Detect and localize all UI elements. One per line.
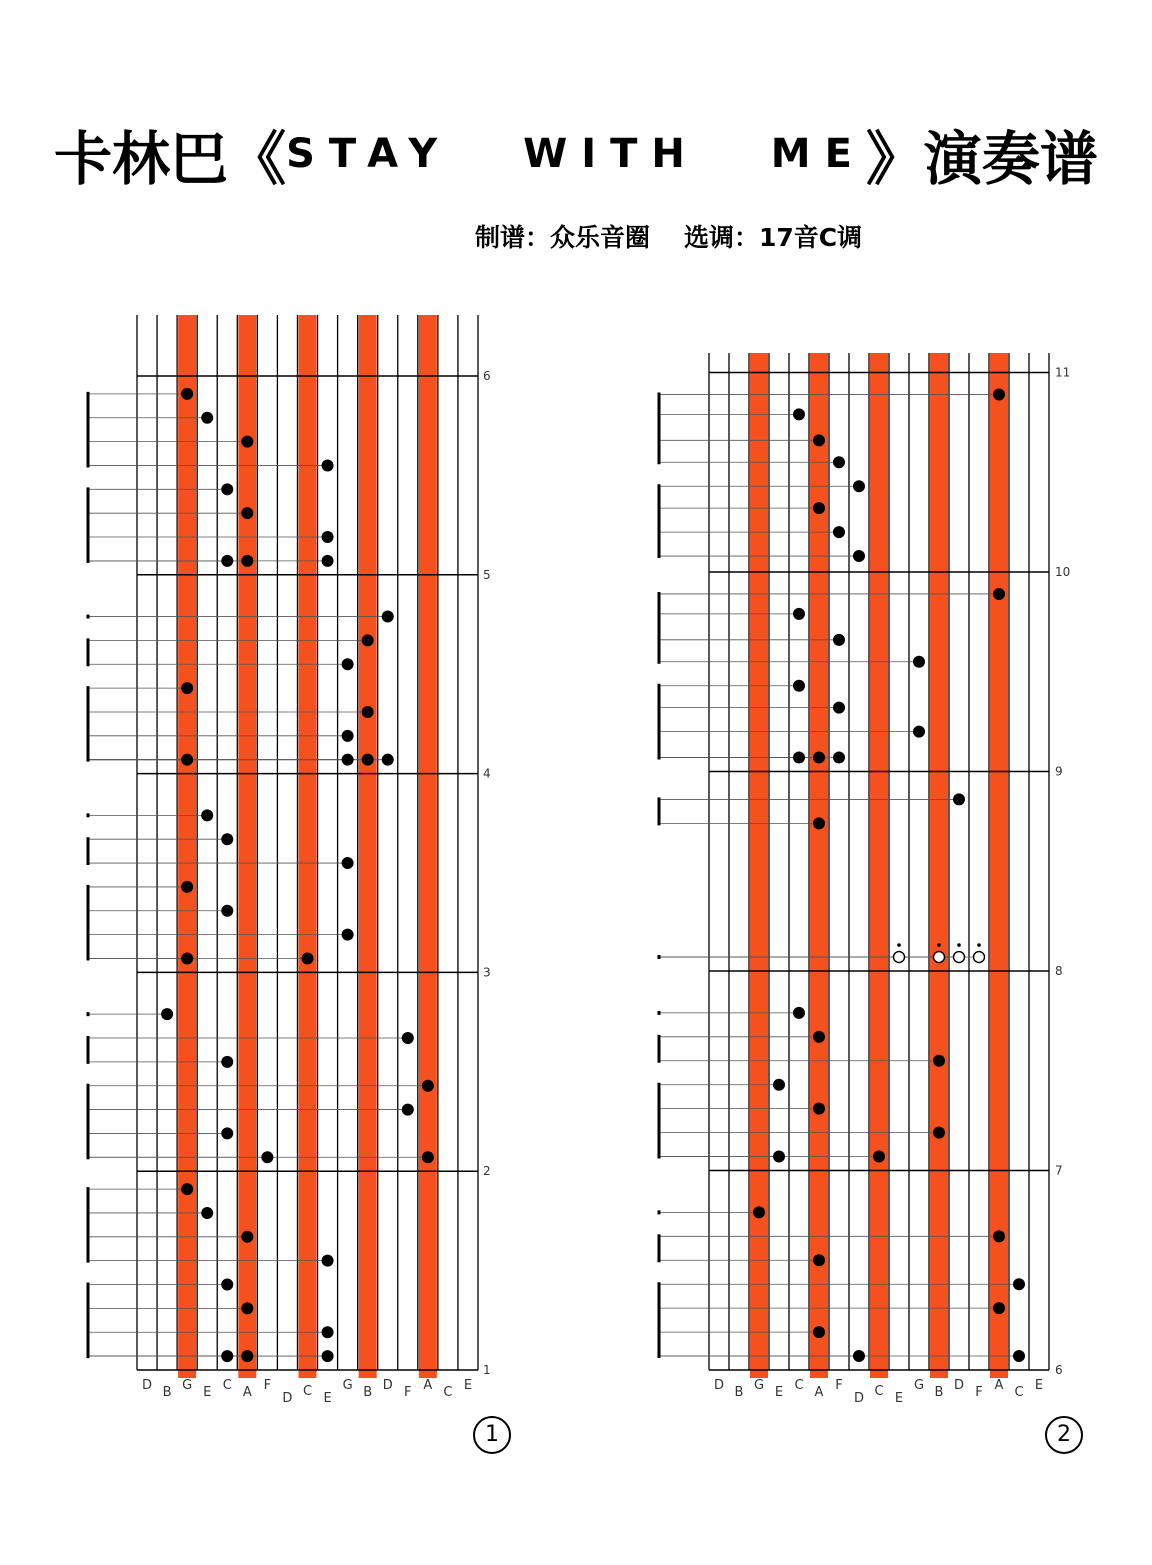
measure-label: 7 bbox=[1055, 1163, 1063, 1178]
note-dot bbox=[322, 555, 334, 567]
tine-note-name: B bbox=[934, 1385, 944, 1400]
tab-panel-1 bbox=[88, 315, 491, 1406]
note-dot bbox=[322, 1255, 334, 1267]
note-dot bbox=[993, 1230, 1005, 1242]
title-song: STAY WITH ME bbox=[286, 131, 866, 177]
tine-note-name: A bbox=[994, 1378, 1004, 1393]
tine-note-name: G bbox=[342, 1378, 353, 1393]
note-dot bbox=[261, 1151, 273, 1163]
tine-highlight bbox=[178, 315, 196, 1378]
note-dot bbox=[813, 434, 825, 446]
tine-note-name: B bbox=[363, 1385, 373, 1400]
note-dot bbox=[833, 526, 845, 538]
note-dot bbox=[181, 682, 193, 694]
note-dot bbox=[241, 1350, 253, 1362]
note-dot bbox=[913, 726, 925, 738]
tine-highlight bbox=[419, 315, 437, 1378]
note-dot bbox=[402, 1104, 414, 1116]
title-prefix: 卡林巴 bbox=[54, 125, 229, 193]
note-dot bbox=[221, 833, 233, 845]
tine-highlight bbox=[750, 353, 768, 1378]
note-dot bbox=[382, 754, 394, 766]
tine-note-name: E bbox=[323, 1391, 332, 1406]
note-dot bbox=[241, 507, 253, 519]
tine-highlight bbox=[870, 353, 888, 1378]
note-dot bbox=[953, 793, 965, 805]
octave-dot bbox=[957, 943, 961, 947]
hollow-note bbox=[934, 952, 945, 963]
measure-label: 1 bbox=[483, 1363, 491, 1377]
tab-panel-2 bbox=[659, 353, 1070, 1406]
measure-label: 8 bbox=[1055, 964, 1063, 978]
tine-note-name: E bbox=[463, 1378, 473, 1393]
note-dot bbox=[181, 388, 193, 400]
measure-label: 6 bbox=[1055, 1363, 1063, 1377]
tine-note-name: F bbox=[835, 1378, 843, 1393]
note-dot bbox=[221, 555, 233, 567]
note-dot bbox=[793, 752, 805, 764]
note-dot bbox=[382, 611, 394, 623]
note-dot bbox=[241, 555, 253, 567]
tine-note-name: G bbox=[182, 1378, 193, 1393]
tine-note-name: E bbox=[894, 1391, 904, 1406]
note-dot bbox=[181, 881, 193, 893]
note-dot bbox=[833, 634, 845, 646]
note-dot bbox=[833, 702, 845, 714]
note-dot bbox=[342, 658, 354, 670]
note-dot bbox=[322, 459, 334, 471]
note-dot bbox=[221, 1127, 233, 1139]
note-dot bbox=[221, 1279, 233, 1291]
note-dot bbox=[833, 752, 845, 764]
tine-note-name: D bbox=[853, 1391, 865, 1406]
note-dot bbox=[422, 1080, 434, 1092]
octave-dot bbox=[937, 943, 941, 947]
title-close-mark: 》 bbox=[865, 125, 924, 193]
note-dot bbox=[342, 857, 354, 869]
tine-note-name: G bbox=[753, 1378, 765, 1393]
measure-label: 4 bbox=[483, 766, 491, 781]
tine-note-name: A bbox=[423, 1378, 433, 1393]
tine-note-name: B bbox=[734, 1385, 744, 1400]
note-dot bbox=[221, 1350, 233, 1362]
page-number-2: 2 bbox=[1045, 1416, 1083, 1454]
note-dot bbox=[362, 754, 374, 766]
note-dot bbox=[201, 809, 213, 821]
tine-note-name: B bbox=[162, 1385, 172, 1400]
note-dot bbox=[913, 656, 925, 668]
note-dot bbox=[322, 1350, 334, 1362]
page-number-1: 1 bbox=[473, 1416, 511, 1454]
key-credit: 选调：17音C调 bbox=[684, 223, 863, 252]
title-suffix: 演奏谱 bbox=[923, 125, 1098, 193]
measure-label: 3 bbox=[483, 965, 491, 980]
note-dot bbox=[993, 588, 1005, 600]
tine-note-name: D bbox=[713, 1378, 725, 1393]
tine-highlight bbox=[990, 353, 1008, 1378]
tine-note-name: A bbox=[814, 1385, 824, 1400]
note-dot bbox=[773, 1151, 785, 1163]
note-dot bbox=[1013, 1278, 1025, 1290]
hollow-note bbox=[954, 952, 965, 963]
note-dot bbox=[181, 754, 193, 766]
note-dot bbox=[793, 408, 805, 420]
note-dot bbox=[813, 1326, 825, 1338]
note-dot bbox=[813, 817, 825, 829]
note-dot bbox=[853, 1350, 865, 1362]
note-dot bbox=[241, 436, 253, 448]
measure-label: 5 bbox=[483, 567, 491, 582]
note-dot bbox=[181, 952, 193, 964]
measure-label: 11 bbox=[1055, 365, 1071, 380]
note-dot bbox=[813, 1103, 825, 1115]
note-dot bbox=[302, 952, 314, 964]
note-dot bbox=[933, 1127, 945, 1139]
tine-note-name: C bbox=[1014, 1385, 1024, 1400]
note-dot bbox=[181, 1183, 193, 1195]
tine-note-name: D bbox=[282, 1391, 293, 1406]
tine-note-name: C bbox=[443, 1385, 453, 1400]
note-dot bbox=[342, 730, 354, 742]
measure-label: 6 bbox=[483, 369, 491, 383]
note-dot bbox=[793, 1007, 805, 1019]
note-dot bbox=[322, 1326, 334, 1338]
tine-highlight bbox=[930, 353, 948, 1378]
note-dot bbox=[813, 1254, 825, 1266]
tine-note-name: D bbox=[382, 1378, 393, 1393]
tine-note-name: C bbox=[794, 1378, 804, 1393]
tine-note-name: G bbox=[913, 1378, 925, 1393]
tine-note-name: F bbox=[263, 1378, 272, 1393]
measure-label: 2 bbox=[483, 1164, 491, 1179]
tine-highlight bbox=[359, 315, 377, 1378]
note-dot bbox=[853, 480, 865, 492]
note-dot bbox=[753, 1206, 765, 1218]
note-dot bbox=[933, 1055, 945, 1067]
tine-note-name: C bbox=[222, 1378, 232, 1393]
note-dot bbox=[221, 905, 233, 917]
note-dot bbox=[221, 483, 233, 495]
tine-note-name: F bbox=[975, 1385, 983, 1400]
note-dot bbox=[161, 1008, 173, 1020]
note-dot bbox=[773, 1079, 785, 1091]
note-dot bbox=[813, 502, 825, 514]
tine-note-name: F bbox=[404, 1385, 412, 1400]
note-dot bbox=[993, 1302, 1005, 1314]
tine-note-name: E bbox=[774, 1385, 784, 1400]
measure-label: 10 bbox=[1055, 565, 1071, 579]
note-dot bbox=[833, 456, 845, 468]
measure-label: 9 bbox=[1055, 764, 1063, 779]
title-open-mark: 《 bbox=[228, 125, 287, 193]
note-dot bbox=[422, 1151, 434, 1163]
note-dot bbox=[241, 1231, 253, 1243]
note-dot bbox=[813, 1031, 825, 1043]
tine-note-name: C bbox=[874, 1384, 884, 1399]
note-dot bbox=[813, 752, 825, 764]
note-dot bbox=[793, 608, 805, 620]
note-dot bbox=[322, 531, 334, 543]
hollow-note bbox=[894, 952, 905, 963]
tine-note-name: C bbox=[302, 1384, 313, 1399]
note-dot bbox=[221, 1056, 233, 1068]
note-dot bbox=[342, 929, 354, 941]
arranger-credit: 制谱：众乐音圈 bbox=[475, 223, 651, 252]
note-dot bbox=[993, 388, 1005, 400]
note-dot bbox=[362, 706, 374, 718]
tine-note-name: A bbox=[242, 1385, 252, 1400]
tine-highlight bbox=[299, 315, 317, 1378]
note-dot bbox=[793, 680, 805, 692]
tine-note-name: D bbox=[953, 1378, 965, 1393]
note-dot bbox=[362, 634, 374, 646]
octave-dot bbox=[977, 943, 981, 947]
note-dot bbox=[201, 412, 213, 424]
hollow-note bbox=[974, 952, 985, 963]
note-dot bbox=[1013, 1350, 1025, 1362]
octave-dot bbox=[897, 943, 901, 947]
tine-note-name: E bbox=[1034, 1378, 1044, 1393]
tine-note-name: E bbox=[203, 1385, 212, 1400]
note-dot bbox=[201, 1207, 213, 1219]
tine-highlight bbox=[238, 315, 256, 1378]
note-dot bbox=[873, 1151, 885, 1163]
tine-note-name: D bbox=[142, 1378, 153, 1393]
note-dot bbox=[241, 1302, 253, 1314]
note-dot bbox=[342, 754, 354, 766]
note-dot bbox=[853, 550, 865, 562]
note-dot bbox=[402, 1032, 414, 1044]
